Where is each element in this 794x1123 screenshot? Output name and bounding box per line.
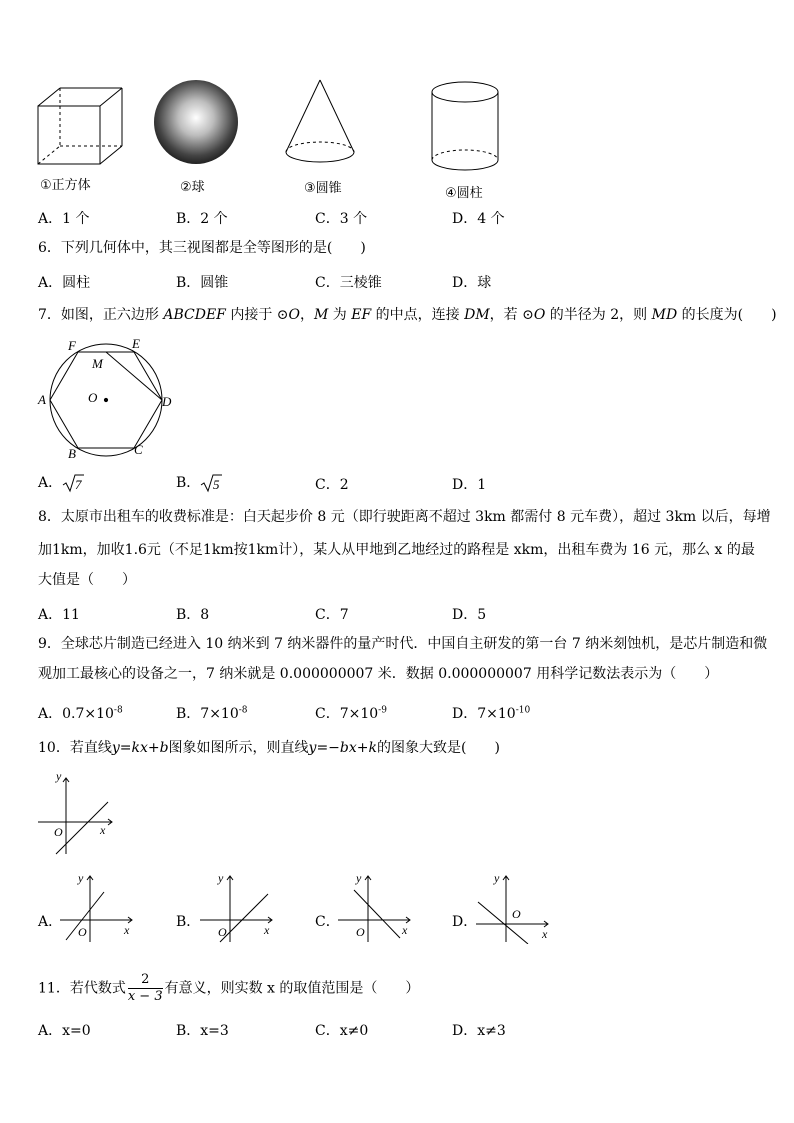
svg-text:y: y <box>56 769 62 783</box>
svg-text:y: y <box>218 872 224 885</box>
cylinder-figure <box>432 82 498 170</box>
cube-figure <box>38 88 122 164</box>
q11-stem: 11．若代数式 $\frac{2}{x - 3}$ 有意义，则实数 x 的取值范围是（ ） <box>38 972 420 1004</box>
q10-reference-graph <box>36 766 126 856</box>
svg-text:O: O <box>54 825 63 839</box>
q9-line2: 观加工最核心的设备之一，7 纳米就是 0.000000007 米．数据 0.000000007 用科学记数法表示为（ ） <box>38 666 719 682</box>
q11-option-a[interactable]: A．x=0 <box>38 1023 91 1039</box>
q10-option-d-label[interactable]: D． <box>452 914 478 930</box>
q11-option-d[interactable]: D．x≠3 <box>452 1023 506 1039</box>
label-b: B <box>68 446 76 460</box>
q5-option-d[interactable]: D．4 个 <box>452 211 505 227</box>
q10-option-b-graph[interactable] <box>196 872 280 944</box>
svg-text:x: x <box>264 923 270 937</box>
q8-option-a[interactable]: A．11 <box>38 607 80 623</box>
svg-text:7: 7 <box>75 477 82 492</box>
q8-line3: 大值是（ ） <box>38 572 136 588</box>
q6-stem: 6．下列几何体中，其三视图都是全等图形的是( ) <box>38 240 366 256</box>
label-a: A <box>38 392 46 407</box>
label-f: F <box>68 338 76 353</box>
q10-option-c-label[interactable]: C． <box>315 914 340 930</box>
q6-option-d[interactable]: D．球 <box>452 275 492 291</box>
svg-text:O: O <box>512 907 521 921</box>
sqrt-symbol <box>62 473 84 493</box>
q8-option-b[interactable]: B．8 <box>176 607 210 623</box>
q5-solids-drawing <box>30 78 510 198</box>
q10-option-d-graph[interactable] <box>472 872 556 944</box>
q10-option-c-graph[interactable] <box>334 872 418 944</box>
svg-text:O: O <box>218 925 227 939</box>
q11-option-b[interactable]: B．x=3 <box>176 1023 229 1039</box>
q11-fraction: $\frac{2}{x - 3}$ <box>127 972 163 1004</box>
svg-text:x: x <box>124 923 130 937</box>
label-e: E <box>132 336 140 351</box>
q9-option-b[interactable]: B．$7\times 10^{-8}$ <box>176 705 248 722</box>
cone-label: ③圆锥 <box>304 181 342 196</box>
svg-text:O: O <box>356 925 365 939</box>
q9-option-d[interactable]: D．$7\times 10^{-10}$ <box>452 705 531 722</box>
q5-option-a[interactable]: A．1 个 <box>38 211 90 227</box>
q8-option-d[interactable]: D．5 <box>452 607 487 623</box>
q6-option-a[interactable]: A．圆柱 <box>38 275 91 291</box>
sqrt-symbol <box>200 473 222 493</box>
q7-option-c[interactable]: C．2 <box>315 477 349 493</box>
q10-option-a-label[interactable]: A． <box>38 914 63 930</box>
label-d: D <box>162 394 172 409</box>
q8-line2: 加1km，加收1.6元（不足1km按1km计），某人从甲地到乙地经过的路程是 xkm，出租车费为 16 元，那么 x 的最 <box>38 542 755 558</box>
q7-hexagon-figure <box>34 336 184 460</box>
q7-option-a[interactable]: A． 7 <box>38 472 84 493</box>
q6-option-b[interactable]: B．圆锥 <box>176 275 229 291</box>
label-o: O <box>88 390 98 405</box>
label-c: C <box>134 442 143 457</box>
q9-option-c[interactable]: C．$7\times 10^{-9}$ <box>315 705 387 722</box>
label-m: M <box>92 356 103 371</box>
svg-text:O: O <box>78 925 87 939</box>
q7-stem: 7．如图，正六边形 ABCDEF 内接于 ⊙O，M 为 EF 的中点，连接 DM，若 ⊙O 的半径为 2，则 MD 的长度为( ) <box>38 307 777 323</box>
svg-text:x: x <box>402 923 408 937</box>
q6-option-c[interactable]: C．三棱锥 <box>315 275 382 291</box>
q5-option-c[interactable]: C．3 个 <box>315 211 368 227</box>
q10-stem: 10．若直线y=kx+b图象如图所示，则直线y=−bx+k的图象大致是( ) <box>38 740 500 756</box>
q9-line1: 9．全球芯片制造已经进入 10 纳米到 7 纳米器件的量产时代．中国自主研发的第一台 7 纳米刻蚀机，是芯片制造和微 <box>38 636 768 652</box>
cylinder-label: ④圆柱 <box>445 186 483 201</box>
q7-option-d[interactable]: D．1 <box>452 477 487 493</box>
svg-text:x: x <box>100 823 106 837</box>
q5-option-b[interactable]: B．2 个 <box>176 211 228 227</box>
q8-option-c[interactable]: C．7 <box>315 607 349 623</box>
q11-option-c[interactable]: C．x≠0 <box>315 1023 369 1039</box>
q10-option-a-graph[interactable] <box>56 872 140 944</box>
ball-label: ②球 <box>180 180 205 195</box>
q10-option-b-label[interactable]: B． <box>176 914 201 930</box>
svg-text:5: 5 <box>213 477 220 492</box>
svg-text:x: x <box>542 927 548 941</box>
svg-text:y: y <box>494 872 500 885</box>
q8-line1: 8．太原市出租车的收费标准是：白天起步价 8 元（即行驶距离不超过 3km 都需付 8 元车费），超过 3km 以后，每增 <box>38 509 771 525</box>
cone-figure <box>286 80 354 162</box>
q7-option-b[interactable]: B． 5 <box>176 472 222 493</box>
q5-figure-row <box>30 78 510 198</box>
cube-label: ①正方体 <box>40 178 91 193</box>
svg-text:y: y <box>78 872 84 885</box>
ball-figure <box>154 80 238 164</box>
svg-text:y: y <box>356 872 362 885</box>
q9-option-a[interactable]: A．$0.7\times 10^{-8}$ <box>38 705 123 722</box>
